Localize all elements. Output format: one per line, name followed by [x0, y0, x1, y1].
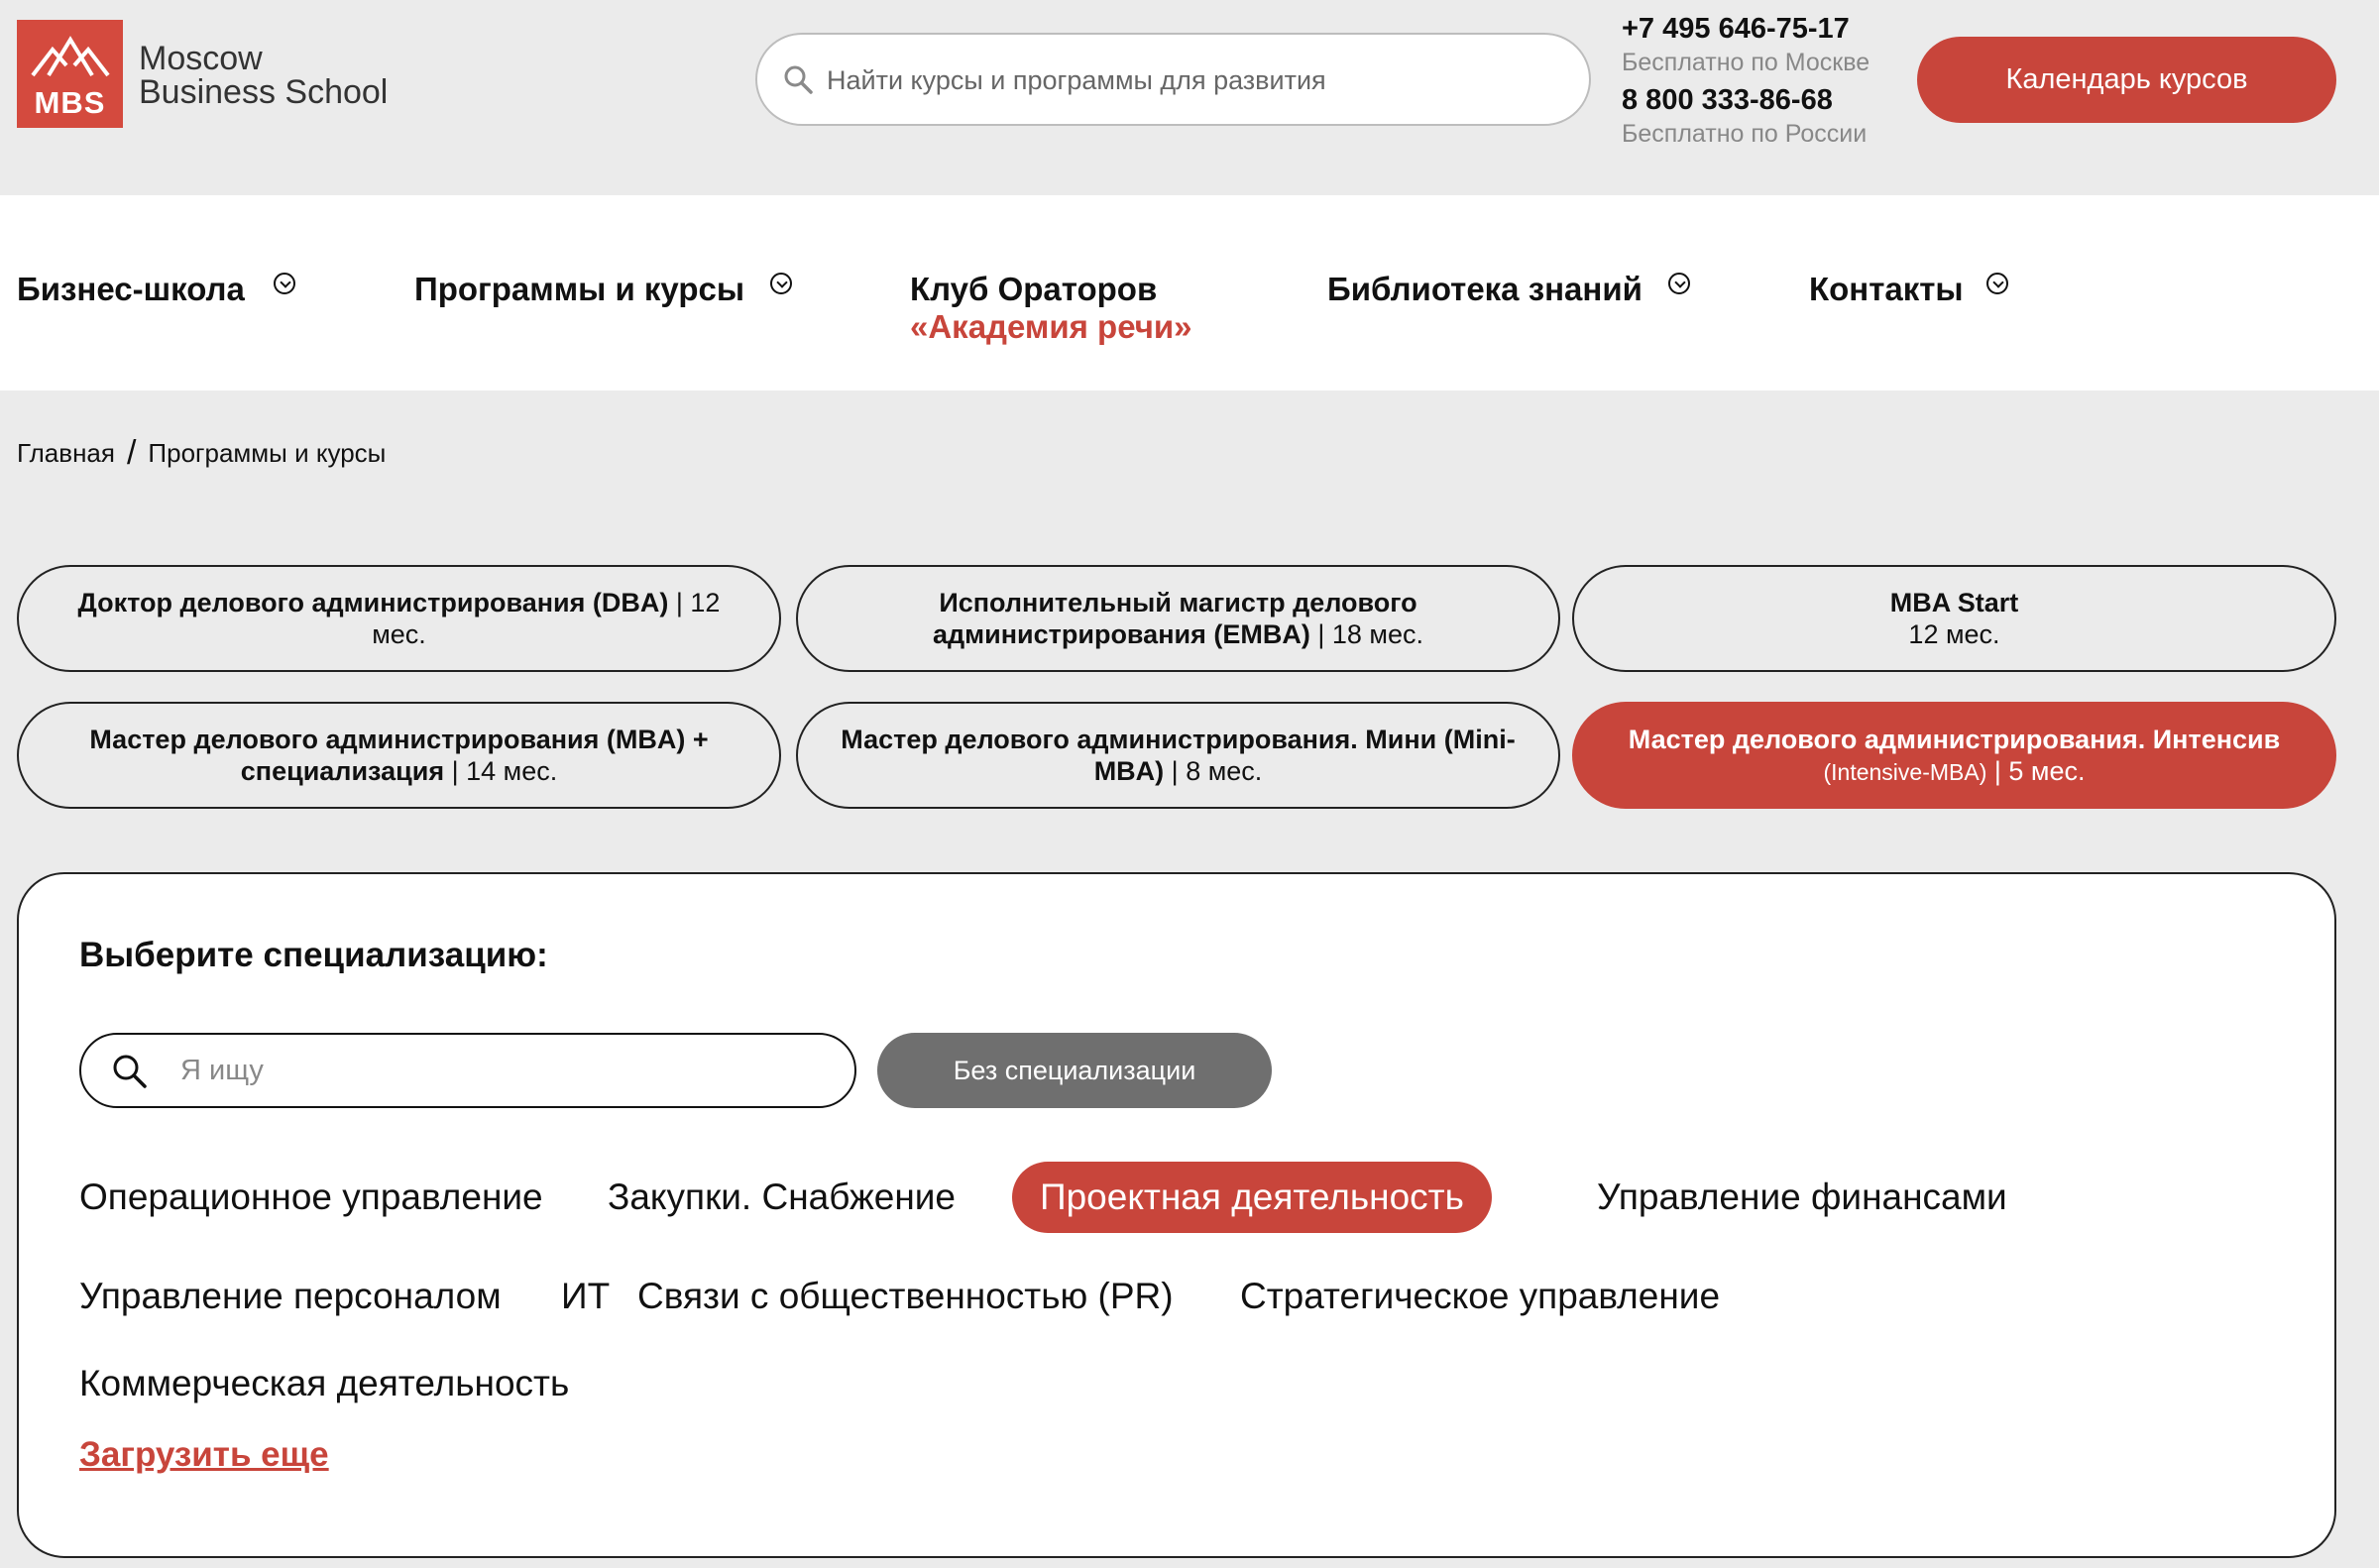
program-text: [1890, 587, 2019, 650]
tag-it[interactable]: ИТ: [561, 1276, 611, 1316]
tag-finance[interactable]: Управление финансами: [1597, 1176, 2007, 1217]
specialization-title: Выберите специализацию:: [79, 936, 548, 974]
nav-item-label: Контакты: [1809, 271, 1964, 307]
breadcrumb-home[interactable]: Главная: [17, 438, 115, 468]
program-name: Исполнительный магистр делового администрирования (EMBA): [932, 588, 1417, 649]
program-mba-start[interactable]: [1572, 565, 2336, 672]
program-name: MBA Start: [1889, 588, 2019, 617]
program-dba[interactable]: [17, 565, 781, 672]
header: [0, 0, 2379, 195]
phone-russia[interactable]: 8 800 333-86-68: [1622, 84, 1833, 116]
tag-project-activity[interactable]: Проектная деятельность: [1012, 1162, 1492, 1233]
tag-operations[interactable]: Операционное управление: [79, 1176, 543, 1217]
tag-strategy[interactable]: Стратегическое управление: [1240, 1276, 1721, 1316]
breadcrumb-current[interactable]: Программы и курсы: [148, 438, 387, 468]
specialization-search-input[interactable]: [180, 1049, 835, 1092]
logo-line-1: Moscow: [139, 40, 263, 77]
phone-moscow[interactable]: +7 495 646-75-17: [1622, 13, 1850, 45]
specialization-panel: [17, 872, 2336, 1558]
nav-item-programs[interactable]: [414, 271, 744, 308]
nav-item-label: Библиотека знаний: [1327, 271, 1643, 307]
program-duration: 18 мес.: [1331, 619, 1423, 649]
search-icon: [783, 64, 813, 94]
program-intensive-mba[interactable]: [1572, 702, 2336, 809]
tag-procurement[interactable]: Закупки. Снабжение: [608, 1176, 956, 1217]
program-mini-mba[interactable]: [796, 702, 1560, 809]
program-text: Мастер делового администрирования (MBA) + специализация | 14 мес.: [89, 725, 709, 786]
search-icon: [111, 1053, 149, 1090]
site-search-box[interactable]: [755, 33, 1591, 126]
program-text: Мастер делового администрирования. Интенсив (Intensive-MBA) | 5 мес.: [1628, 724, 2281, 786]
phone-russia-note: Бесплатно по России: [1622, 120, 1868, 148]
mountains-logo-icon: [31, 36, 110, 79]
program-name: Мастер делового администрирования. Мини (Mini-MBA): [841, 725, 1516, 786]
chevron-down-icon[interactable]: [1668, 273, 1690, 294]
no-specialization-button[interactable]: Без специализации: [877, 1033, 1272, 1108]
nav-item-label: Программы и курсы: [414, 271, 745, 307]
main-nav: [0, 195, 2379, 391]
program-duration: 8 мес.: [1186, 756, 1263, 786]
chevron-down-icon[interactable]: [1986, 273, 2008, 294]
nav-item-label: Бизнес-школа: [17, 271, 245, 307]
chevron-down-icon[interactable]: [274, 273, 295, 294]
program-note: (Intensive-MBA): [1823, 758, 1987, 785]
program-emba[interactable]: [796, 565, 1560, 672]
tag-hr[interactable]: Управление персоналом: [79, 1276, 502, 1316]
program-text: Доктор делового администрирования (DBA) | 12 мес.: [77, 588, 721, 649]
program-name: Мастер делового администрирования. Интенсив: [1628, 724, 2281, 754]
tag-commercial[interactable]: Коммерческая деятельность: [79, 1363, 570, 1403]
site-search-input[interactable]: [827, 56, 1560, 104]
program-duration: 12 мес.: [372, 588, 721, 649]
breadcrumb-separator: /: [126, 434, 137, 472]
logo[interactable]: [17, 20, 123, 128]
logo-wordmark[interactable]: [139, 42, 388, 109]
chevron-down-icon[interactable]: [770, 273, 792, 294]
nav-item-contacts[interactable]: [1809, 271, 1964, 308]
program-text: Исполнительный магистр делового администрирования (EMBA) | 18 мес.: [932, 588, 1423, 649]
breadcrumb: [17, 434, 386, 473]
logo-line-2: Business School: [139, 73, 389, 111]
specialization-search-box[interactable]: [79, 1033, 856, 1108]
nav-item-label: Клуб Ораторов: [910, 271, 1158, 307]
nav-item-business-school[interactable]: [17, 271, 245, 308]
program-duration: 5 мес.: [2008, 755, 2086, 786]
program-duration: 12 мес.: [1908, 619, 2000, 649]
tag-pr[interactable]: Связи с общественностью (PR): [637, 1276, 1174, 1316]
course-calendar-button[interactable]: Календарь курсов: [1917, 37, 2336, 123]
logo-abbreviation: MBS: [34, 85, 106, 120]
program-text: Мастер делового администрирования. Мини (Mini-MBA) | 8 мес.: [841, 725, 1516, 786]
nav-item-knowledge-library[interactable]: [1327, 271, 1643, 308]
program-name: Доктор делового администрирования (DBA): [77, 588, 669, 617]
program-mba-specialization[interactable]: [17, 702, 781, 809]
program-name: Мастер делового администрирования (MBA) + специализация: [89, 725, 709, 786]
program-duration: 14 мес.: [466, 756, 558, 786]
load-more-link[interactable]: Загрузить еще: [79, 1435, 329, 1474]
contact-phones: [1622, 12, 1869, 155]
nav-item-accent-label: «Академия речи»: [910, 308, 1192, 345]
phone-moscow-note: Бесплатно по Москве: [1622, 49, 1870, 76]
nav-item-speakers-club[interactable]: [910, 271, 1192, 346]
